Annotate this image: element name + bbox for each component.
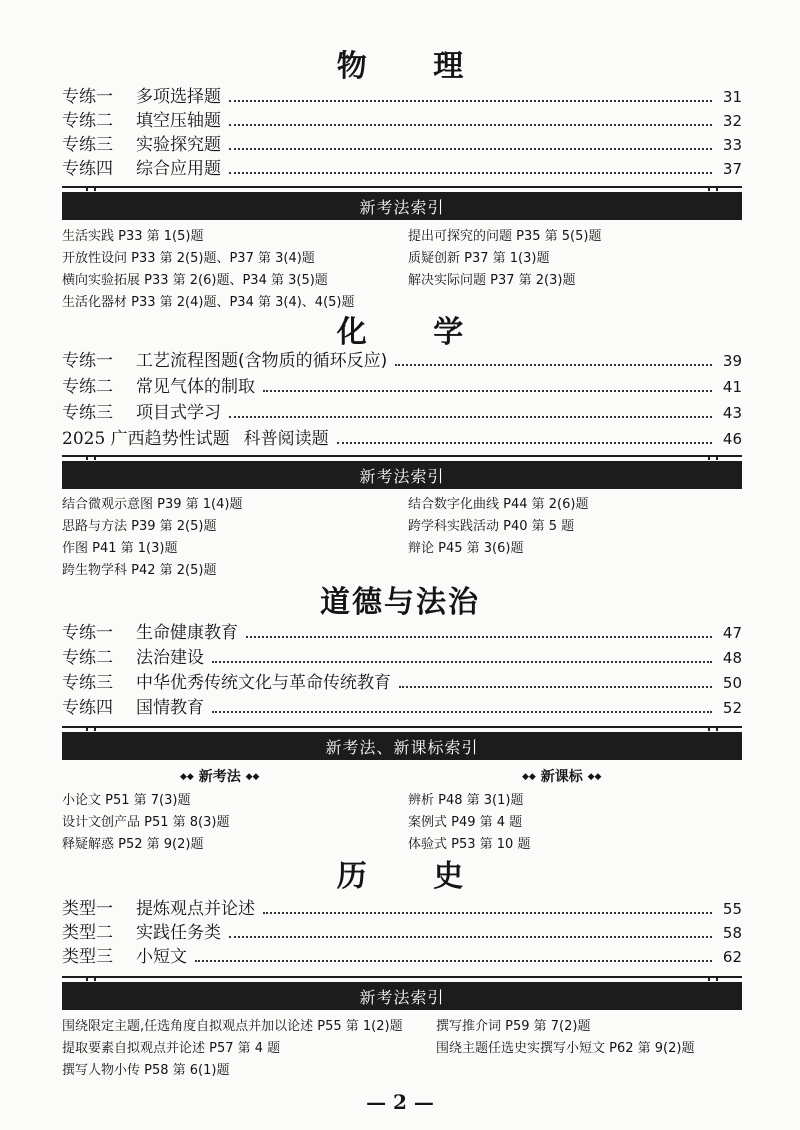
index-entry: 提出可探究的问题 P35 第 5(5)题 [408,229,602,244]
diamond-icon: ◆◆ [522,772,536,782]
dot-leader [229,100,712,102]
toc-title: 实验探究题 [136,135,221,155]
toc-page-number: 46 [722,430,742,448]
toc-label: 专练三 [62,135,113,155]
index-entry: 解决实际问题 P37 第 2(3)题 [408,273,576,288]
morality-title: 道德与法治 [320,585,480,620]
chemistry-toc-row[interactable] [62,400,742,424]
toc-page-number: 47 [722,624,742,642]
index-entry: 生活化器材 P33 第 2(4)题、P34 第 3(4)、4(5)题 [62,295,355,310]
history-toc-row[interactable] [62,896,742,920]
dot-leader [263,390,712,392]
toc-page-number: 31 [722,88,742,106]
index-entry: 案例式 P49 第 4 题 [408,815,523,830]
index-entry: 撰写人物小传 P58 第 6(1)题 [62,1063,230,1078]
toc-label: 专练三 [62,673,113,693]
toc-label: 专练二 [62,111,113,131]
dot-leader [195,960,712,962]
index-entry: 思路与方法 P39 第 2(5)题 [62,519,217,534]
history-index-banner: 新考法索引 [62,982,742,1010]
index-entry: 小论文 P51 第 7(3)题 [62,793,191,808]
diamond-icon: ◆◆ [180,772,194,782]
toc-page-number: 39 [722,352,742,370]
toc-title: 中华优秀传统文化与革命传统教育 [136,673,391,693]
toc-page-number: 62 [722,948,742,966]
dot-leader [263,912,712,914]
history-title: 历 史 [336,859,492,894]
index-entry: 辨析 P48 第 3(1)题 [408,793,524,808]
toc-page-number: 33 [722,136,742,154]
morality-toc-row[interactable] [62,620,742,644]
dot-leader [229,172,712,174]
chemistry-index-banner: 新考法索引 [62,461,742,489]
index-entry: 围绕主题任选史实撰写小短文 P62 第 9(2)题 [436,1041,695,1056]
index-entry: 横向实验拓展 P33 第 2(6)题、P34 第 3(5)题 [62,273,328,288]
index-entry: 撰写推介词 P59 第 7(2)题 [436,1019,591,1034]
toc-label: 专练四 [62,698,113,718]
dot-leader [229,124,712,126]
index-entry: 体验式 P53 第 10 题 [408,837,531,852]
toc-title: 综合应用题 [136,159,221,179]
toc-title: 国情教育 [136,698,204,718]
physics-toc-row[interactable] [62,156,742,180]
toc-title: 生命健康教育 [136,623,238,643]
dot-leader [212,711,712,713]
index-entry: 辩论 P45 第 3(6)题 [408,541,524,556]
history-toc-row[interactable] [62,944,742,968]
dot-leader [399,686,712,688]
morality-toc-row[interactable] [62,645,742,669]
toc-label: 专练二 [62,377,113,397]
toc-page-number: 41 [722,378,742,396]
index-entry: 跨生物学科 P42 第 2(5)题 [62,563,217,578]
index-entry: 围绕限定主题,任选角度自拟观点并加以论述 P55 第 1(2)题 [62,1019,403,1034]
history-toc-row[interactable] [62,920,742,944]
physics-toc-row[interactable] [62,108,742,132]
toc-label: 专练二 [62,648,113,668]
toc-page-number: 55 [722,900,742,918]
banner-rule [62,726,742,728]
physics-index-banner: 新考法索引 [62,192,742,220]
toc-title: 提炼观点并论述 [136,899,255,919]
toc-page-number: 37 [722,160,742,178]
physics-toc-row[interactable] [62,132,742,156]
physics-title: 物 理 [336,49,492,84]
index-entry: 结合微观示意图 P39 第 1(4)题 [62,497,243,512]
dot-leader [229,148,712,150]
chemistry-title: 化 学 [336,315,492,350]
heading-text: 新课标 [540,769,583,785]
new-standard-heading [522,766,601,788]
dot-leader [395,364,712,366]
toc-title: 填空压轴题 [136,111,221,131]
dot-leader [212,661,712,663]
toc-page-number: 58 [722,924,742,942]
page-number: — 2 — [366,1090,434,1114]
index-entry: 质疑创新 P37 第 1(3)题 [408,251,550,266]
toc-label: 类型二 [62,923,113,943]
toc-title: 多项选择题 [136,87,221,107]
toc-label: 类型三 [62,947,113,967]
toc-title: 法治建设 [136,648,204,668]
toc-title: 常见气体的制取 [136,377,255,397]
toc-page-number: 52 [722,699,742,717]
toc-label: 专练一 [62,87,113,107]
index-entry: 生活实践 P33 第 1(5)题 [62,229,204,244]
index-entry: 设计文创产品 P51 第 8(3)题 [62,815,230,830]
toc-page-number: 50 [722,674,742,692]
toc-title: 科普阅读题 [243,429,329,449]
dot-leader [246,636,712,638]
index-entry: 结合数字化曲线 P44 第 2(6)题 [408,497,589,512]
toc-label: 2025 广西趋势性试题 [62,429,230,449]
index-entry: 提取要素自拟观点并论述 P57 第 4 题 [62,1041,281,1056]
toc-label: 专练四 [62,159,113,179]
index-entry: 作图 P41 第 1(3)题 [62,541,178,556]
toc-page-number: 48 [722,649,742,667]
toc-label: 类型一 [62,899,113,919]
morality-toc-row[interactable] [62,670,742,694]
toc-title: 实践任务类 [136,923,221,943]
chemistry-toc-row[interactable] [62,348,742,372]
physics-toc-row[interactable] [62,84,742,108]
toc-label: 专练三 [62,403,113,423]
dot-leader [337,442,712,444]
toc-title: 小短文 [136,947,187,967]
heading-text: 新考法 [198,769,241,785]
new-method-heading [180,766,259,788]
diamond-icon: ◆◆ [587,772,602,782]
morality-toc-row[interactable] [62,695,742,719]
toc-label: 专练一 [62,351,113,371]
banner-rule [62,186,742,188]
index-entry: 开放性设问 P33 第 2(5)题、P37 第 3(4)题 [62,251,315,266]
dot-leader [229,936,712,938]
banner-rule [62,976,742,978]
banner-rule [62,455,742,457]
toc-page-number: 32 [722,112,742,130]
toc-label: 专练一 [62,623,113,643]
chemistry-toc-row[interactable] [62,426,742,450]
toc-page-number: 43 [722,404,742,422]
index-entry: 跨学科实践活动 P40 第 5 题 [408,519,575,534]
toc-title: 工艺流程图题(含物质的循环反应) [136,351,388,371]
chemistry-toc-row[interactable] [62,374,742,398]
dot-leader [229,416,712,418]
toc-title: 项目式学习 [136,403,221,423]
index-entry: 释疑解惑 P52 第 9(2)题 [62,837,204,852]
diamond-icon: ◆◆ [245,772,260,782]
morality-index-banner: 新考法、新课标索引 [62,732,742,760]
